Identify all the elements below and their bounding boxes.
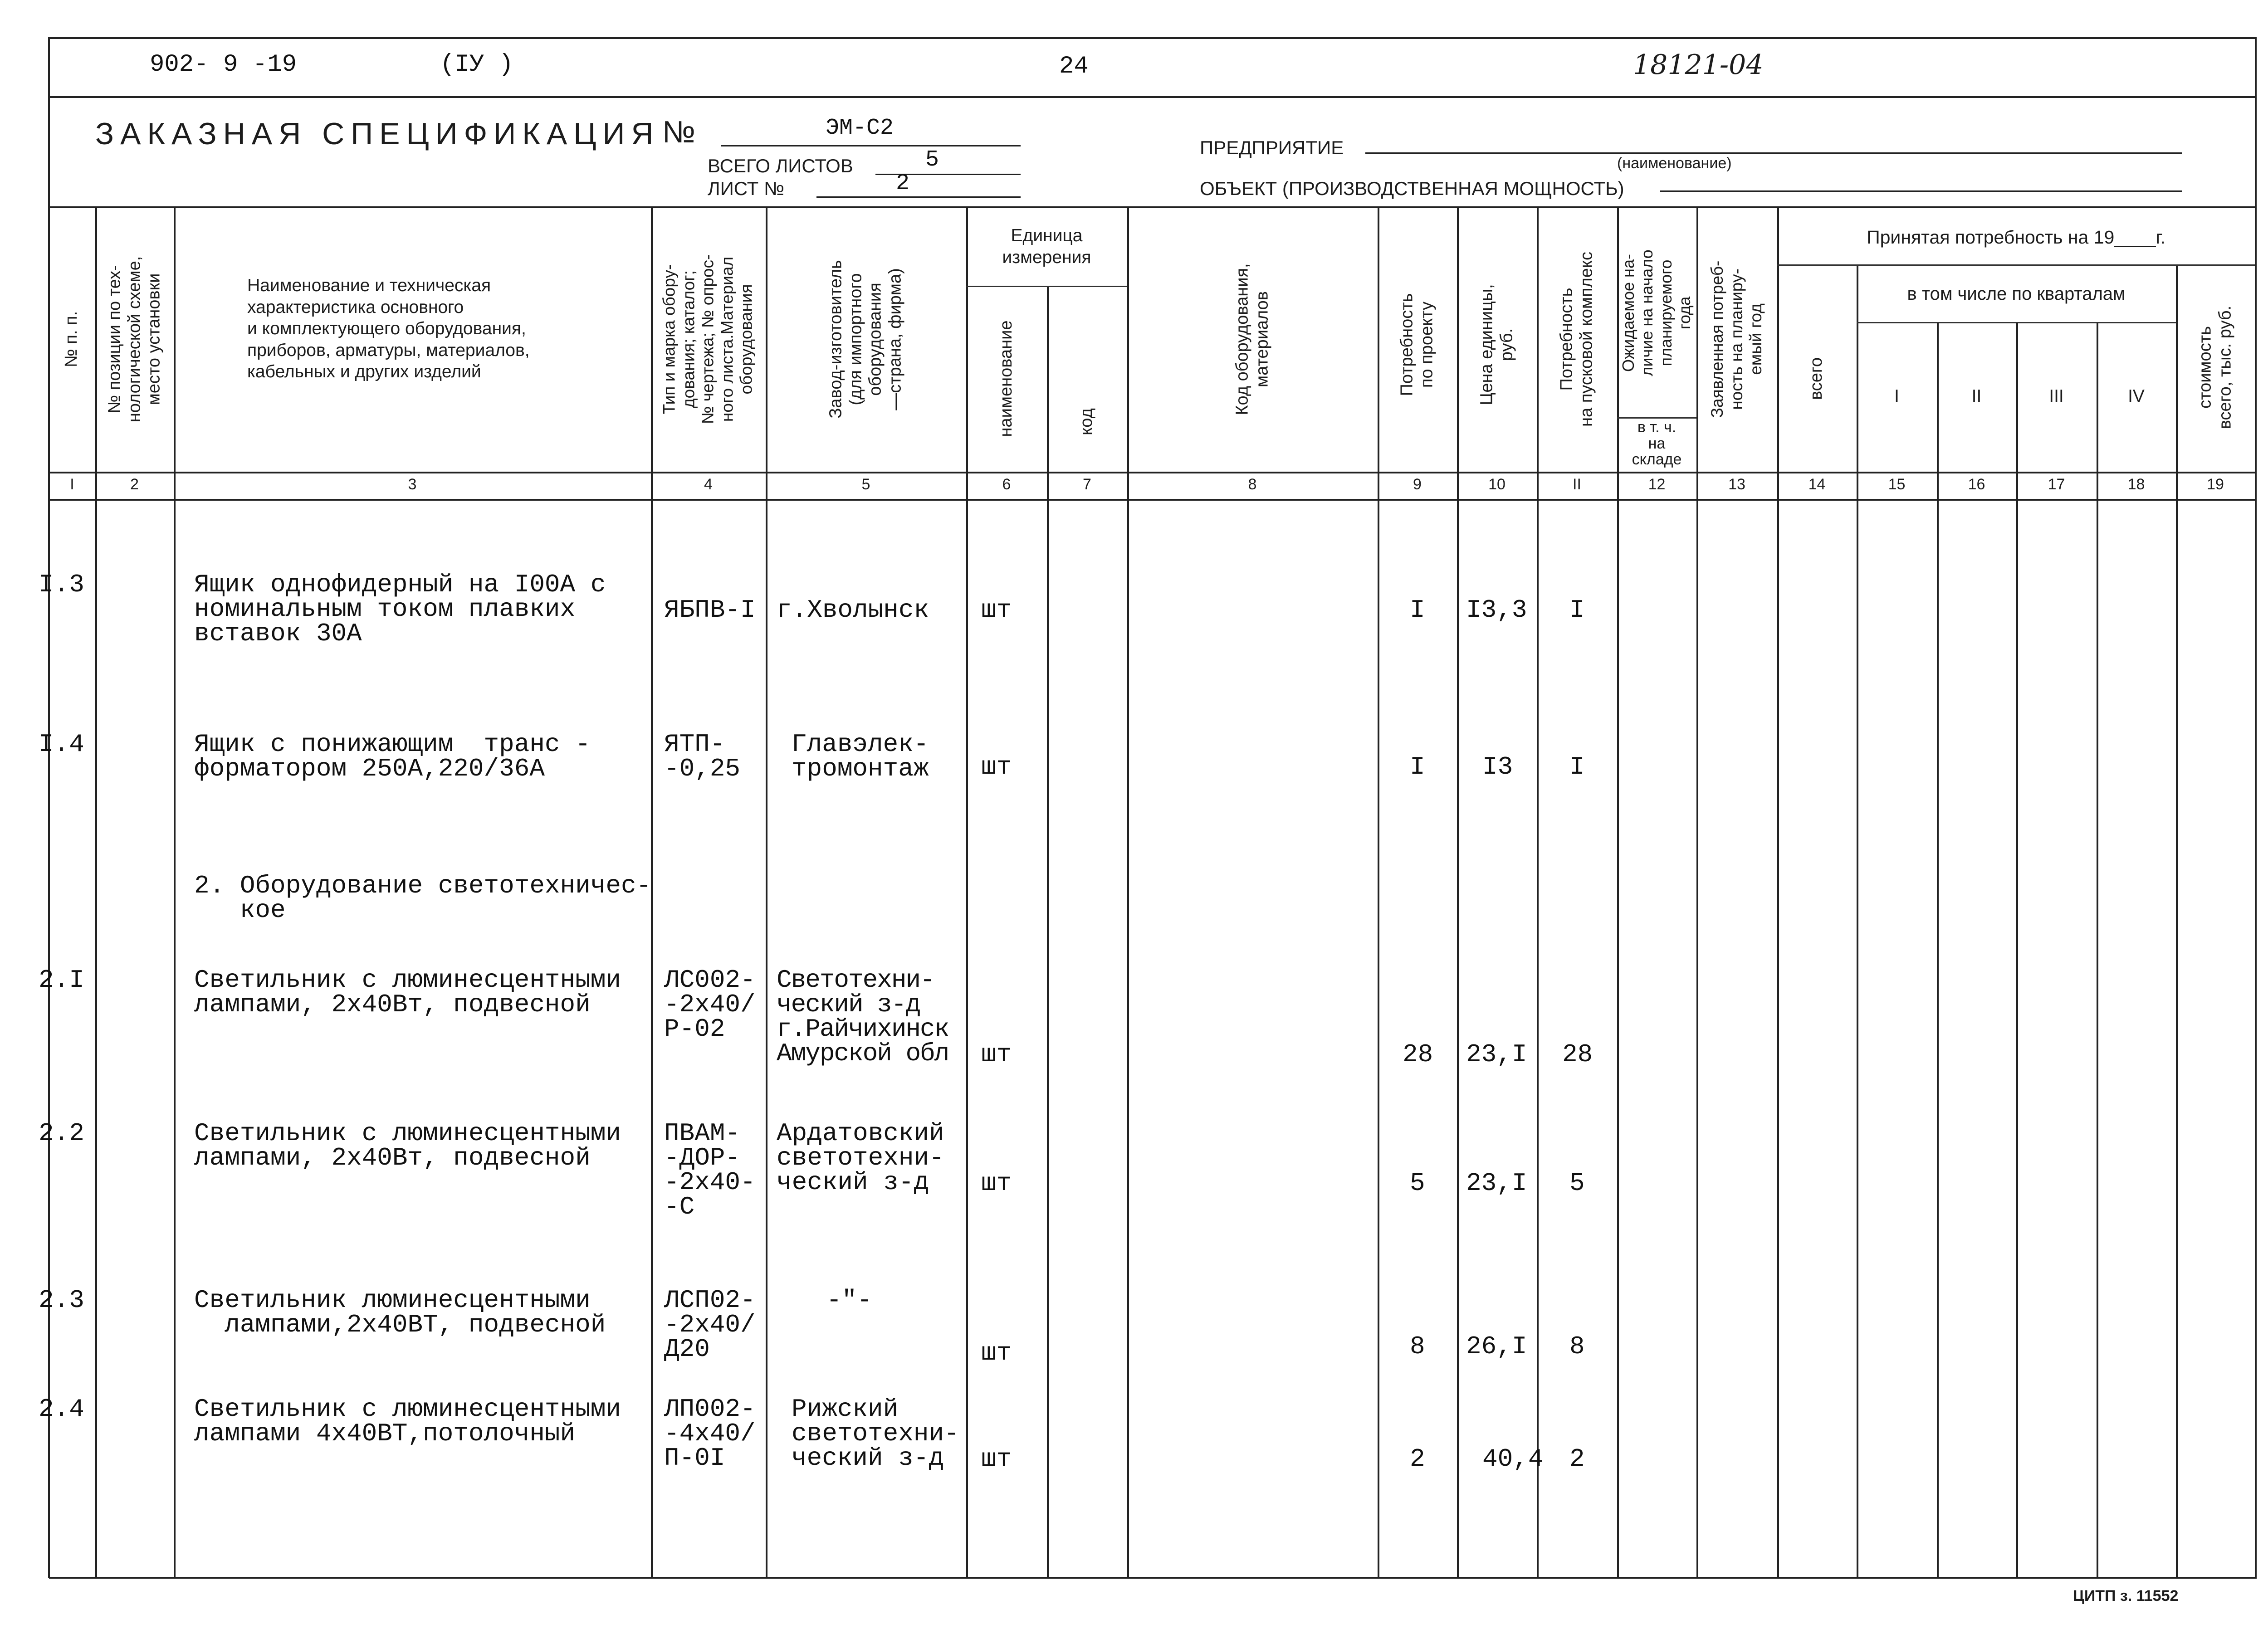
col-number: 6: [1002, 476, 1011, 493]
col-number: 4: [704, 476, 713, 493]
row-number: I.3: [39, 570, 84, 599]
item-unit: шт: [981, 1169, 1012, 1198]
footer-stamp: ЦИТП з. 11552: [2073, 1587, 2179, 1605]
item-start-need: 5: [1569, 1169, 1585, 1198]
col-header-11: Потребность на пусковой комплекс: [1557, 252, 1596, 427]
col-number: 16: [1968, 476, 1985, 493]
accepted-need-header: Принятая потребность на 19____г.: [1867, 227, 2165, 248]
section-heading: 2. Оборудование светотехничес- кое: [194, 871, 652, 925]
row-number: 2.4: [39, 1395, 84, 1424]
item-name: Светильник с люминесцентными лампами, 2х40Вт, подвесной: [194, 966, 621, 1019]
item-maker: Рижский светотехни- ческий з-д: [792, 1395, 959, 1473]
row-number: I.4: [39, 730, 84, 759]
enterprise-label: ПРЕДПРИЯТИЕ: [1200, 137, 1344, 158]
item-maker: Светотехни- ческий з-д г.Райчихинск Амурской обл: [777, 966, 949, 1068]
handwritten-code: 18121-04: [1633, 49, 1764, 81]
item-qty: I: [1410, 752, 1425, 781]
col-header-14: всего: [1807, 357, 1826, 400]
item-start-need: I: [1569, 752, 1585, 781]
col-number: 18: [2127, 476, 2145, 493]
row-number: 2.I: [39, 966, 84, 995]
item-maker: -"-: [826, 1286, 872, 1315]
col-header-12-top: Ожидаемое на- личие на начало планируемого года: [1619, 249, 1694, 376]
spec-title: ЗАКАЗНАЯ СПЕЦИФИКАЦИЯ: [95, 117, 660, 151]
sheet-label: ЛИСТ №: [708, 178, 785, 199]
item-type: ПВАМ- -ДОР- -2х40- -С: [664, 1119, 756, 1221]
item-price: 23,I: [1466, 1040, 1527, 1069]
quarters-header: в том числе по кварталам: [1907, 284, 2126, 304]
col-header-19: стоимость всего, тыс. руб.: [2195, 305, 2234, 429]
item-maker: Главэлек- тромонтаж: [792, 730, 929, 783]
quarter-3-header: III: [2049, 386, 2064, 406]
row-number: 2.2: [39, 1119, 84, 1148]
object-label: ОБЪЕКТ (ПРОИЗВОДСТВЕННАЯ МОЩНОСТЬ): [1200, 178, 1624, 199]
col-number: 15: [1888, 476, 1906, 493]
col-number: 10: [1488, 476, 1505, 493]
number-sign: №: [662, 115, 695, 149]
col-header-10: Цена единицы, руб.: [1477, 284, 1516, 405]
col-number: 8: [1248, 476, 1257, 493]
page-number: 24: [1059, 53, 1089, 80]
quarter-2-header: II: [1971, 386, 1982, 406]
col-number: I: [70, 476, 74, 493]
name-hint: (наименование): [1617, 155, 1732, 172]
item-qty: 8: [1410, 1332, 1425, 1361]
item-name: Светильник с люминесцентными лампами, 2х40Вт, подвесной: [194, 1119, 621, 1172]
item-price: I3,3: [1466, 595, 1527, 624]
col-header-8: Код оборудования, материалов: [1232, 263, 1271, 415]
item-maker: Ардатовский светотехни- ческий з-д: [777, 1119, 944, 1197]
col-number: 14: [1808, 476, 1826, 493]
col-number: 5: [861, 476, 870, 493]
col-header-13: Заявленная потреб- ность на планиру- емый год: [1708, 260, 1765, 418]
item-price: 26,I: [1466, 1332, 1527, 1361]
item-type: ЛС002- -2х40/ Р-02: [664, 966, 756, 1044]
col-header-3: Наименование и техническая характеристика основного и комплектующего оборудования, приборов, арматуры, материалов, кабельных и других изделий: [247, 276, 530, 382]
row-number: 2.3: [39, 1286, 84, 1315]
item-name: Ящик однофидерный на I00А с номинальным током плавких вставок 30А: [194, 570, 606, 648]
item-maker: г.Хволынск: [777, 595, 929, 624]
item-unit: шт: [981, 752, 1012, 781]
col-number: II: [1573, 476, 1581, 493]
col-number: 2: [130, 476, 139, 493]
sheet-value: 2: [896, 171, 910, 196]
project-code: 902- 9 -19: [150, 51, 297, 78]
col-header-12-bottom: в т. ч. на складе: [1632, 419, 1682, 468]
item-qty: 28: [1403, 1040, 1433, 1069]
col-header-6: наименование: [997, 320, 1016, 437]
col-header-2: № позиции по тех- нологической схеме, место установки: [105, 256, 164, 423]
item-qty: 5: [1410, 1169, 1425, 1198]
item-unit: шт: [981, 1338, 1012, 1367]
col-number: 12: [1648, 476, 1666, 493]
item-unit: шт: [981, 595, 1012, 624]
col-header-9: Потребность по проекту: [1397, 293, 1436, 396]
item-type: ЛП002- -4х40/ П-0I: [664, 1395, 756, 1473]
item-type: ЛСП02- -2х40/ Д20: [664, 1286, 756, 1364]
item-price: 23,I: [1466, 1169, 1527, 1198]
item-start-need: 2: [1569, 1444, 1585, 1473]
item-unit: шт: [981, 1444, 1012, 1473]
col-header-1: № п. п.: [62, 311, 81, 368]
item-qty: 2: [1410, 1444, 1425, 1473]
item-start-need: 28: [1562, 1040, 1593, 1069]
col-header-4: Тип и марка обору- дования; каталог; № чертежа; № опрос- ного листа.Материал оборудования: [660, 254, 756, 424]
col-number: 17: [2048, 476, 2065, 493]
col-number: 19: [2207, 476, 2224, 493]
item-name: Светильник люминесцентными лампами,2х40ВТ, подвесной: [194, 1286, 606, 1339]
col-number: 3: [408, 476, 417, 493]
unit-group-header: Единица измерения: [1002, 226, 1091, 267]
col-number: 13: [1728, 476, 1745, 493]
total-sheets-label: ВСЕГО ЛИСТОВ: [708, 155, 853, 176]
item-start-need: 8: [1569, 1332, 1585, 1361]
item-start-need: I: [1569, 595, 1585, 624]
item-price: 40,4: [1482, 1444, 1544, 1473]
col-header-7: код: [1077, 408, 1096, 435]
total-sheets-value: 5: [925, 147, 939, 173]
item-qty: I: [1410, 595, 1425, 624]
item-name: Ящик с понижающим транс - форматором 250А,220/36А: [194, 730, 591, 783]
col-number: 7: [1083, 476, 1091, 493]
item-type: ЯБПВ-I: [664, 595, 756, 624]
spec-number: ЭМ-С2: [826, 115, 894, 141]
item-name: Светильник с люминесцентными лампами 4х40ВТ,потолочный: [194, 1395, 621, 1448]
volume-label: (IУ ): [440, 51, 514, 78]
item-unit: шт: [981, 1040, 1012, 1069]
quarter-4-header: IV: [2128, 386, 2145, 406]
quarter-1-header: I: [1894, 386, 1899, 406]
item-type: ЯТП- -0,25: [664, 730, 741, 783]
col-header-5: Завод-изготовитель (для импортного оборудования —страна, фирма): [826, 260, 905, 419]
col-number: 9: [1413, 476, 1422, 493]
item-price: I3: [1482, 752, 1513, 781]
